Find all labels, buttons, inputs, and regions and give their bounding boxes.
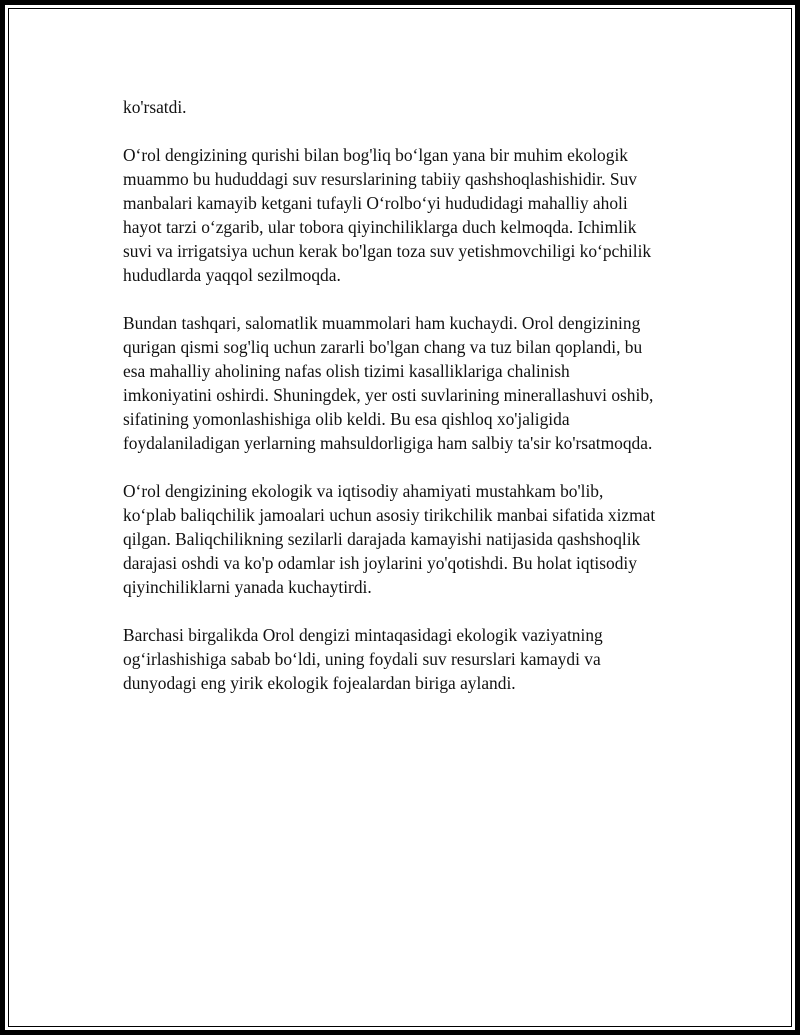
text-line: O‘rol dengizining qurishi bilan bog'liq bo‘lgan yana bir muhim ekologik <box>123 145 628 165</box>
text-line: hayot tarzi o‘zgarib, ular tobora qiyinchiliklarga duch kelmoqda. Ichimlik <box>123 217 637 237</box>
text-line: manbalari kamayib ketgani tufayli O‘rolbo‘yi hududidagi mahalliy aholi <box>123 193 628 213</box>
text-line: hududlarda yaqqol sezilmoqda. <box>123 265 341 285</box>
text-line: qilgan. Baliqchilikning sezilarli darajada kamayishi natijasida qashshoqlik <box>123 529 641 549</box>
text-line: ko‘plab baliqchilik jamoalari uchun asosiy tirikchilik manbai sifatida xizmat <box>123 505 656 525</box>
paragraph-5 <box>123 623 698 695</box>
paragraph-1 <box>123 95 698 119</box>
text-line: qurigan qismi sog'liq uchun zararli bo'lgan chang va tuz bilan qoplandi, bu <box>123 337 643 357</box>
paragraph-2 <box>123 143 698 287</box>
text-line: foydalaniladigan yerlarning mahsuldorligiga ham salbiy ta'sir ko'rsatmoqda. <box>123 433 653 453</box>
text-line: muammo bu hududdagi suv resurslarining tabiiy qashshoqlashishidir. Suv <box>123 169 637 189</box>
text-line: qiyinchiliklarni yanada kuchaytirdi. <box>123 577 372 597</box>
text-line: ko'rsatdi. <box>123 97 187 117</box>
paragraph-4 <box>123 479 698 599</box>
text-line: sifatining yomonlashishiga olib keldi. Bu esa qishloq xo'jaligida <box>123 409 570 429</box>
text-line: O‘rol dengizining ekologik va iqtisodiy ahamiyati mustahkam bo'lib, <box>123 481 604 501</box>
document-body <box>123 95 698 719</box>
text-line: og‘irlashishiga sabab bo‘ldi, uning foydali suv resurslari kamaydi va <box>123 649 601 669</box>
text-line: Bundan tashqari, salomatlik muammolari ham kuchaydi. Orol dengizining <box>123 313 641 333</box>
text-line: esa mahalliy aholining nafas olish tizimi kasalliklariga chalinish <box>123 361 570 381</box>
text-line: darajasi oshdi va ko'p odamlar ish joylarini yo'qotishdi. Bu holat iqtisodiy <box>123 553 637 573</box>
paragraph-3 <box>123 311 698 455</box>
text-line: dunyodagi eng yirik ekologik fojealardan biriga aylandi. <box>123 673 516 693</box>
text-line: Barchasi birgalikda Orol dengizi mintaqasidagi ekologik vaziyatning <box>123 625 603 645</box>
text-line: imkoniyatini oshirdi. Shuningdek, yer osti suvlarining minerallashuvi oshib, <box>123 385 654 405</box>
text-line: suvi va irrigatsiya uchun kerak bo'lgan toza suv yetishmovchiligi ko‘pchilik <box>123 241 652 261</box>
